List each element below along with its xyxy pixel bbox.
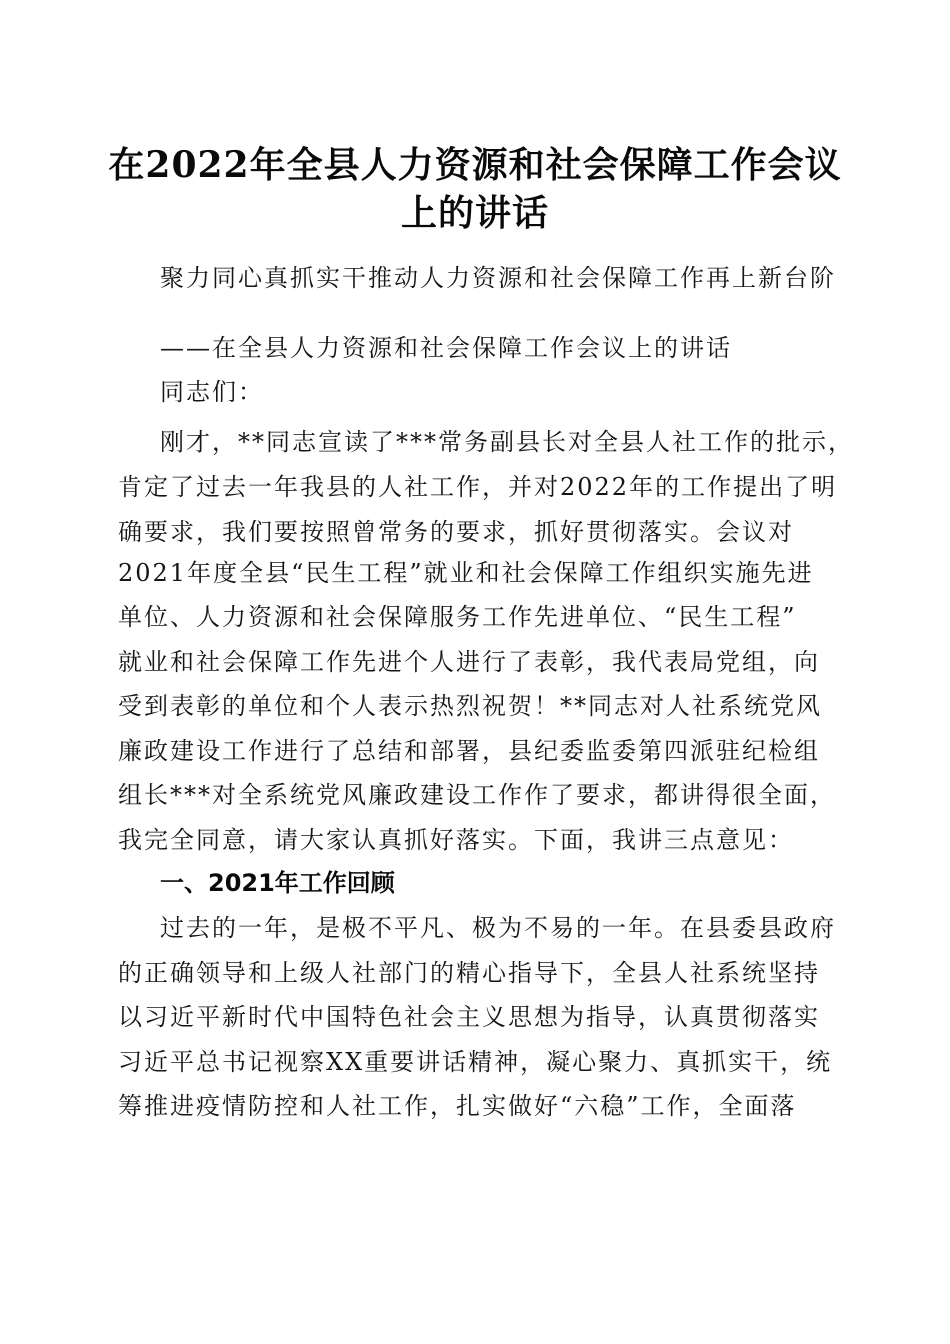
paragraph-line: 廉政建设工作进行了总结和部署，县纪委监委第四派驻纪检组	[118, 737, 820, 765]
section-heading: 一、2021年工作回顾	[160, 869, 395, 897]
paragraph-line: 单位、人力资源和社会保障服务工作先进单位、“民生工程”	[118, 603, 797, 631]
subtitle-line-1: 聚力同心真抓实干推动人力资源和社会保障工作再上新台阶	[160, 264, 836, 292]
paragraph-line: 筹推进疫情防控和人社工作，扎实做好“六稳”工作，全面落	[118, 1092, 797, 1120]
paragraph-line: 过去的一年，是极不平凡、极为不易的一年。在县委县政府	[160, 914, 836, 942]
paragraph-line: 组长***对全系统党风廉政建设工作作了要求，都讲得很全面，	[118, 781, 836, 809]
paragraph-line: 习近平总书记视察XX重要讲话精神，凝心聚力、真抓实干，统	[118, 1048, 833, 1076]
paragraph-line: 2021年度全县“民生工程”就业和社会保障工作组织实施先进	[118, 559, 814, 587]
paragraph-line: 以习近平新时代中国特色社会主义思想为指导，认真贯彻落实	[118, 1003, 820, 1031]
paragraph-line: 受到表彰的单位和个人表示热烈祝贺！**同志对人社系统党风	[118, 692, 822, 720]
document-title-line-2: 上的讲话	[400, 192, 549, 234]
paragraph-line: 肯定了过去一年我县的人社工作，并对2022年的工作提出了明	[118, 473, 838, 501]
salutation: 同志们：	[160, 378, 264, 406]
document-title-line-1: 在2022年全县人力资源和社会保障工作会议	[108, 144, 842, 186]
paragraph-line: 我完全同意，请大家认真抓好落实。下面，我讲三点意见：	[118, 826, 794, 854]
paragraph-line: 确要求，我们要按照曾常务的要求，抓好贯彻落实。会议对	[118, 518, 794, 546]
subtitle-line-2: ——在全县人力资源和社会保障工作会议上的讲话	[160, 334, 732, 362]
paragraph-line: 刚才，**同志宣读了***常务副县长对全县人社工作的批示，	[160, 428, 854, 456]
paragraph-line: 的正确领导和上级人社部门的精心指导下，全县人社系统坚持	[118, 959, 820, 987]
paragraph-line: 就业和社会保障工作先进个人进行了表彰，我代表局党组，向	[118, 648, 820, 676]
